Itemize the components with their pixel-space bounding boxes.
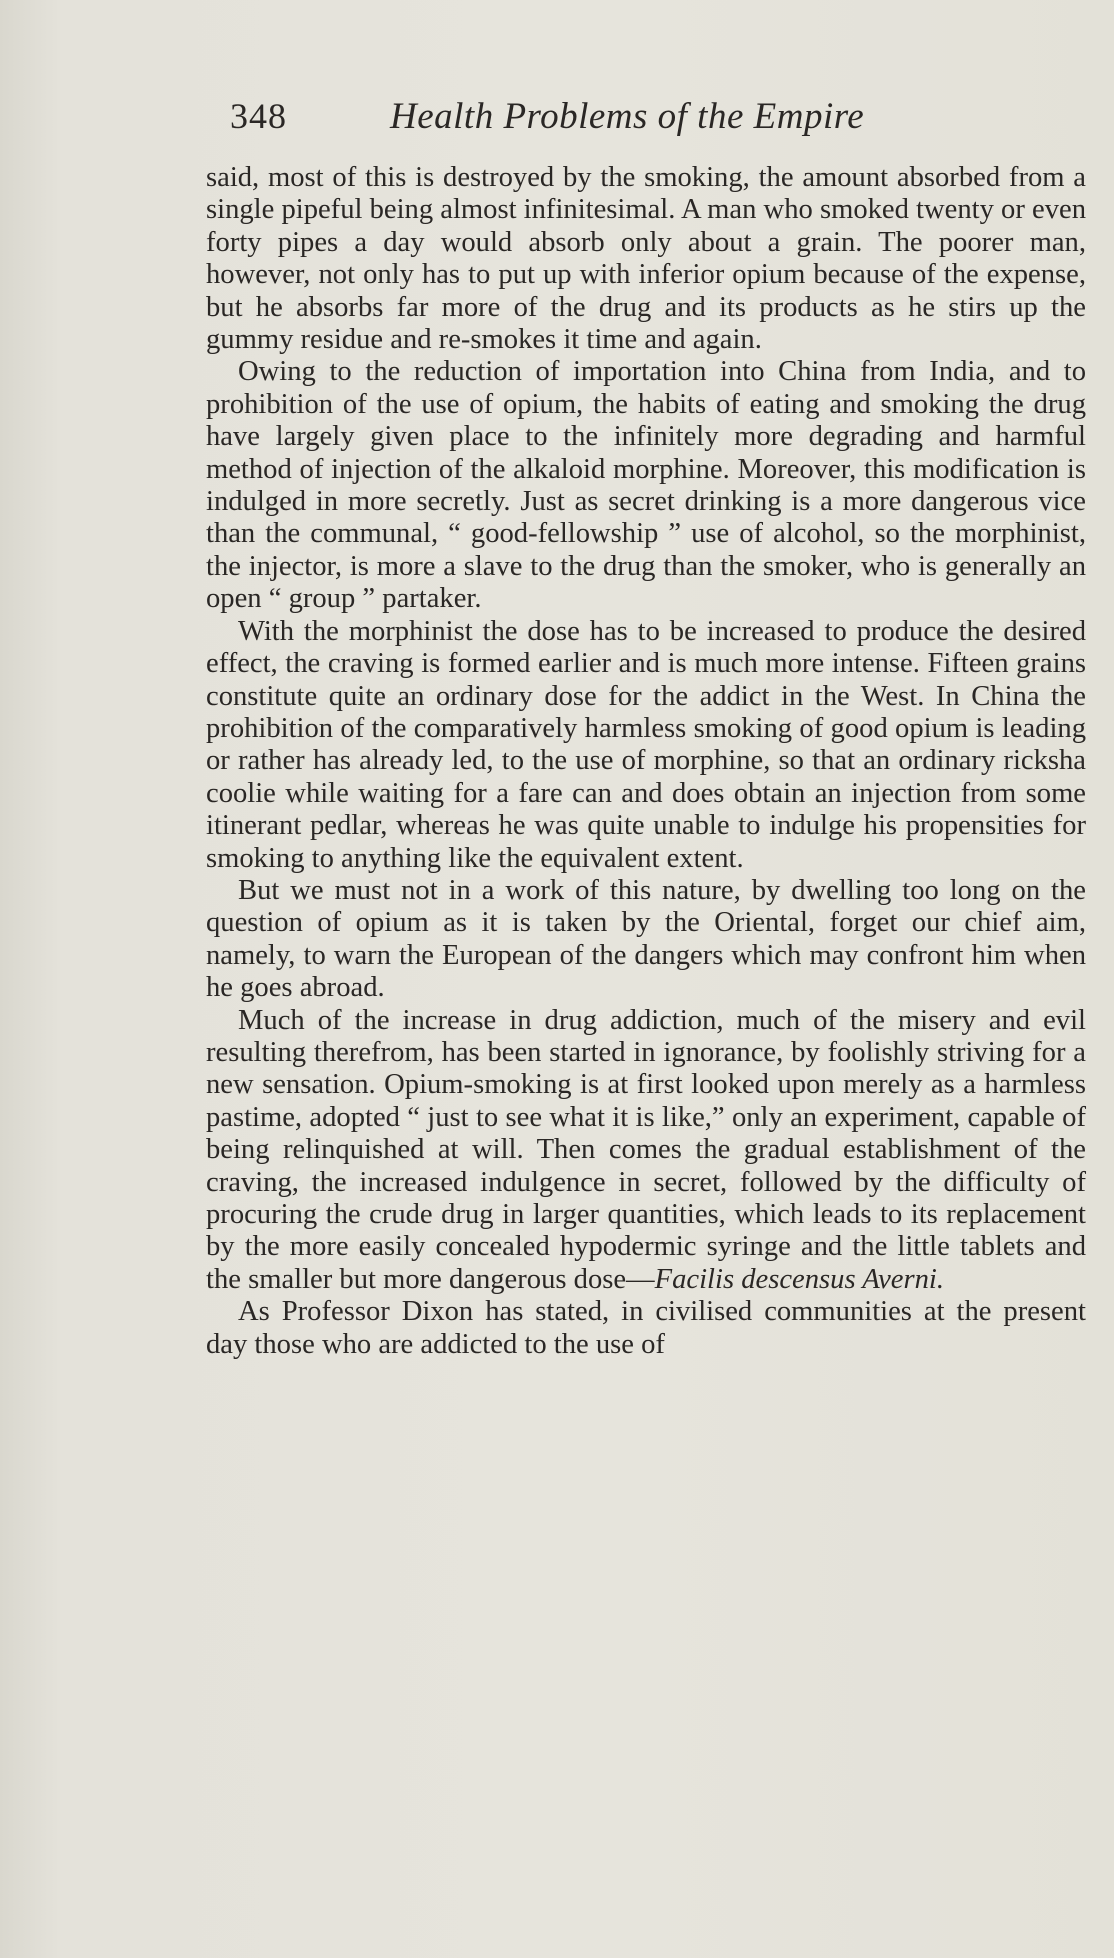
body-text bbox=[206, 162, 1086, 1361]
paragraph-chief-aim: But we must not in a work of this nature, by dwelling too long on the question of opium as it is taken by the Oriental, forget our chief aim, namely, to warn the European of the dangers which may confront him when he goes abroad. bbox=[206, 874, 1086, 1004]
paragraph-drug-addiction-text: Much of the increase in drug addiction, much of the misery and evil resulting therefrom, has been started in ignorance, by foolishly striving for a new sensation. Opium-smoking is at first looked upon merely as a harmless pastime, adopted “ just to see what it is like,” only an experiment, capable of being relinquished at will. Then comes the gradual establishment of the craving, the increased indulgence in secret, followed by the difficulty of procuring the crude drug in larger quantities, which leads to its replacement by the more easily concealed hypodermic syringe and the little tablets and the smaller but more dangerous dose— bbox=[206, 1004, 1086, 1295]
paragraph-smoking-absorption: said, most of this is destroyed by the smoking, the amount absorbed from a single pipeful being almost infinitesimal. A man who smoked twenty or even forty pipes a day would absorb only about a grain. The poorer man, however, not only has to put up with inferior opium because of the expense, but he absorbs far more of the drug and its products as he stirs up the gummy residue and re-smokes it time and again. bbox=[206, 162, 1086, 356]
paragraph-drug-addiction-increase bbox=[206, 1005, 1086, 1297]
running-title: Health Problems of the Empire bbox=[390, 96, 865, 137]
paragraph-morphine-injection: Owing to the reduction of importation into China from India, and to prohibition of the use of opium, the habits of eating and smoking the drug have largely given place to the infinitely more degrading and harmful method of injection of the alkaloid morphine. Moreover, this modification is indulged in more secretly. Just as secret drinking is a more dangerous vice than the communal, “ good-fellowship ” use of alcohol, so the morphinist, the injector, is more a slave to the drug than the smoker, who is generally an open “ group ” partaker. bbox=[206, 356, 1086, 615]
running-head bbox=[230, 95, 1090, 145]
paragraph-morphinist-dose: With the morphinist the dose has to be increased to produce the desired effect, the craving is formed earlier and is much more intense. Fifteen grains constitute quite an ordinary dose for the addict in the West. In China the prohibition of the comparatively harmless smoking of good opium is leading or rather has already led, to the use of morphine, so that an ordinary ricksha coolie while waiting for a fare can and does obtain an injection from some itinerant pedlar, whereas he was quite unable to indulge his propensities for smoking to anything like the equivalent extent. bbox=[206, 615, 1086, 874]
page-number: 348 bbox=[230, 96, 287, 136]
latin-quotation: Facilis descensus Averni. bbox=[654, 1263, 944, 1295]
paragraph-professor-dixon: As Professor Dixon has stated, in civilised communities at the present day those who are addicted to the use of bbox=[206, 1296, 1086, 1360]
